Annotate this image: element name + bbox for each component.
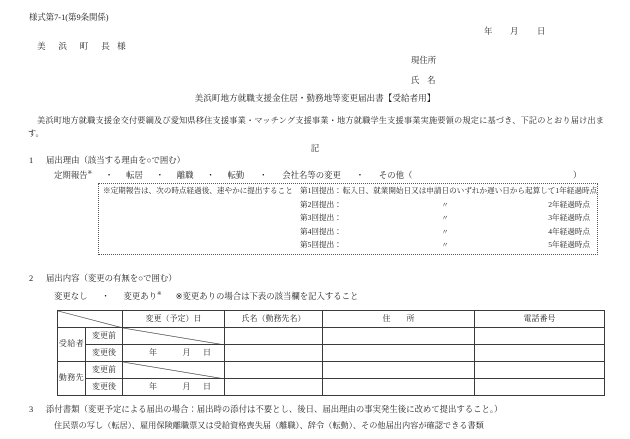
- schedule-row: [300, 240, 590, 254]
- option-teiki-houkoku[interactable]: 定期報告: [54, 171, 88, 180]
- change-table: [57, 310, 605, 396]
- schedule-middle: 〃: [441, 214, 449, 223]
- date-line: [484, 26, 545, 37]
- cell-tel-before-workplace[interactable]: [475, 362, 605, 379]
- strikethrough-diagonal-icon: [123, 362, 224, 379]
- date-year-label: 年: [484, 27, 493, 36]
- addressee: [37, 41, 126, 53]
- section2-number: 2: [29, 274, 34, 283]
- section3-heading: [29, 404, 502, 415]
- section1-options: [54, 170, 412, 181]
- table-row: [58, 345, 605, 362]
- separator-change: ・: [101, 292, 110, 301]
- table-row: [58, 362, 605, 379]
- schedule-row: [300, 200, 590, 214]
- cell-date-before-workplace[interactable]: [123, 362, 225, 379]
- separator-5: ・: [355, 171, 365, 180]
- ki-marker: 記: [310, 144, 320, 153]
- corner-diagonal-icon: [58, 311, 122, 328]
- date-day-label: 日: [537, 27, 546, 36]
- addressee-honorific: 様: [117, 41, 126, 51]
- option-tenkin[interactable]: 転勤: [227, 171, 245, 180]
- schedule-label: 第1回提出：: [300, 186, 342, 195]
- ymd-month: 月: [182, 381, 191, 391]
- cell-address-before-workplace[interactable]: [323, 362, 475, 379]
- state-label-after: 変更後: [86, 345, 123, 362]
- schedule-label: 第2回提出：: [300, 199, 342, 209]
- section1-title: 届出理由（該当する理由を○で囲む）: [46, 156, 186, 165]
- schedule-middle: 〃: [441, 227, 449, 236]
- cell-address-after-workplace[interactable]: [323, 379, 475, 396]
- table-header-date: 変更（予定）日: [123, 311, 225, 328]
- section3-documents-list: 住民票の写し（転居）、雇用保険離職票又は受給資格喪失届（離職）、辞令（転勤）、その他届出内容が確認できる書類: [54, 421, 484, 430]
- strikethrough-diagonal-icon: [123, 328, 224, 345]
- cell-date-before-recipient[interactable]: [123, 328, 225, 345]
- cell-date-after-workplace[interactable]: [123, 379, 225, 396]
- ymd-month: 月: [182, 347, 191, 357]
- section2-title: 届出内容（変更の有無を○で囲む）: [46, 274, 177, 283]
- cell-name-after-workplace[interactable]: [225, 379, 323, 396]
- separator-3: ・: [206, 171, 215, 180]
- name-label: 氏 名: [411, 76, 439, 85]
- cell-address-before-recipient[interactable]: [323, 328, 475, 345]
- option-teiki-houkoku-mark: ※: [87, 170, 93, 177]
- table-row: [58, 328, 605, 345]
- table-corner-cell: [58, 311, 123, 328]
- cell-name-after-recipient[interactable]: [225, 345, 323, 362]
- ymd-day: 日: [203, 347, 211, 357]
- schedule-label: 第3回提出：: [300, 213, 342, 223]
- cell-date-after-recipient[interactable]: [123, 345, 225, 362]
- separator-4: ・: [259, 171, 268, 180]
- schedule-row: [300, 227, 590, 241]
- schedule-label: 第4回提出：: [300, 226, 342, 236]
- schedule-row: [300, 186, 598, 200]
- section1-number: 1: [29, 156, 34, 165]
- group-label-recipient: 受給者: [58, 328, 86, 362]
- option-has-change-mark: ※: [157, 291, 162, 298]
- table-header-name: 氏名（勤務先名）: [225, 311, 323, 328]
- cell-tel-after-recipient[interactable]: [475, 345, 605, 362]
- table-header-address: 住 所: [323, 311, 475, 328]
- addressee-name: 美 浜 町 長: [37, 41, 116, 51]
- schedule-label: 第5回提出：: [300, 240, 342, 250]
- schedule-tail: 4年経過時点: [548, 226, 590, 236]
- schedule-tail: 2年経過時点: [548, 199, 590, 209]
- option-has-change[interactable]: 変更あり: [123, 292, 157, 301]
- document-title: 美浜町地方就職支援金住居・勤務地等変更届出書【受給者用】: [194, 93, 436, 103]
- section2-options: [54, 291, 358, 302]
- cell-name-before-recipient[interactable]: [225, 328, 323, 345]
- cell-address-after-recipient[interactable]: [323, 345, 475, 362]
- separator-2: ・: [155, 171, 164, 180]
- ymd-year: 年: [149, 347, 157, 357]
- intro-paragraph: 美浜町地方就職支援金交付要綱及び愛知県移住支援事業・マッチング支援事業・地方就職学生支援事業実施要領の規定に基づき、下記のとおり届け出ます。: [28, 116, 604, 139]
- section3-title: 添付書類（変更予定による届出の場合：届出時の添付は不要とし、後日、届出理由の事実発生後に改めて提出すること。）: [46, 405, 503, 414]
- form-code: 様式第7-1(第9条関係): [29, 13, 109, 22]
- option-company-name-change[interactable]: 会社名等の変更: [282, 171, 341, 180]
- ymd-day: 日: [203, 381, 211, 391]
- option-no-change[interactable]: 変更なし: [54, 292, 88, 301]
- current-address-label: 現住所: [411, 56, 437, 65]
- state-label-after: 変更後: [86, 379, 123, 396]
- option-rishoku[interactable]: 離職: [176, 171, 194, 180]
- cell-name-before-workplace[interactable]: [225, 362, 323, 379]
- option-other[interactable]: その他（: [378, 171, 413, 180]
- option-tenkyo[interactable]: 転居: [126, 171, 143, 180]
- schedule-note-lead: ※定期報告は、次の時点経過後、速やかに提出すること: [103, 186, 293, 195]
- state-label-before: 変更前: [86, 328, 123, 345]
- cell-tel-after-workplace[interactable]: [475, 379, 605, 396]
- table-row: [58, 379, 605, 396]
- section1-heading: [29, 155, 185, 166]
- table-header-tel: 電話番号: [475, 311, 605, 328]
- schedule-list: [300, 186, 598, 254]
- section3-number: 3: [29, 405, 34, 414]
- schedule-tail: 5年経過時点: [548, 240, 590, 250]
- schedule-row: [300, 213, 590, 227]
- change-hint: ※変更ありの場合は下表の該当欄を記入すること: [175, 292, 359, 301]
- ymd-year: 年: [149, 381, 157, 391]
- table-header-row: [58, 311, 605, 328]
- schedule-tail: 3年経過時点: [548, 213, 590, 223]
- schedule-middle: 転入日、就業開始日又は申請日のいずれか遅い日から起算して1年経過時点: [342, 186, 598, 195]
- cell-tel-before-recipient[interactable]: [475, 328, 605, 345]
- group-label-workplace: 勤務先: [58, 362, 86, 396]
- separator-1: ・: [104, 171, 114, 180]
- section2-heading: [29, 273, 177, 284]
- change-table-wrapper: [57, 310, 604, 396]
- schedule-middle: 〃: [441, 241, 449, 250]
- state-label-before: 変更前: [86, 362, 123, 379]
- date-month-label: 月: [510, 27, 519, 36]
- schedule-middle: 〃: [441, 200, 449, 209]
- option-other-close-paren: ）: [573, 171, 582, 180]
